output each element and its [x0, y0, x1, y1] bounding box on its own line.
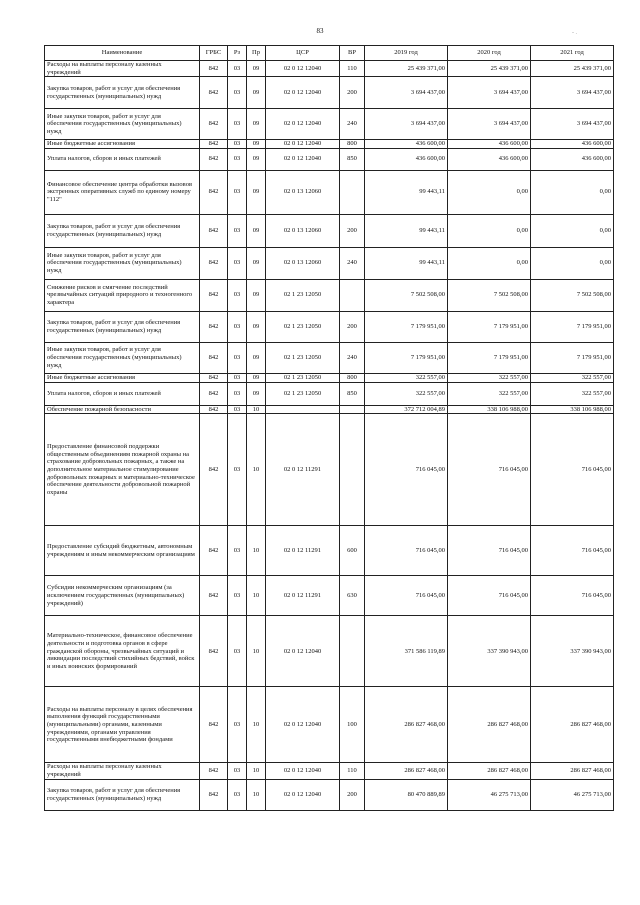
cell-csr: 02 0 13 12060: [266, 170, 340, 214]
cell-2020: 286 827 468,00: [448, 687, 531, 763]
cell-vr: 200: [340, 311, 365, 342]
cell-csr: 02 0 12 11291: [266, 414, 340, 526]
cell-rz: 03: [228, 405, 247, 414]
table-row: [45, 763, 614, 779]
cell-grbs: 842: [200, 170, 228, 214]
cell-grbs: 842: [200, 576, 228, 616]
cell-2020: 3 694 437,00: [448, 109, 531, 140]
cell-name: Иные закупки товаров, работ и услуг для обеспечения государственных (муниципальных) нужд: [45, 247, 200, 279]
cell-2019: 436 600,00: [365, 140, 448, 149]
cell-2020: 716 045,00: [448, 526, 531, 576]
cell-name: Закупка товаров, работ и услуг для обеспечения государственных (муниципальных) нужд: [45, 779, 200, 810]
cell-name: Расходы на выплаты персоналу казенных учреждений: [45, 61, 200, 77]
cell-rz: 03: [228, 214, 247, 247]
cell-vr: 600: [340, 526, 365, 576]
cell-csr: 02 0 12 11291: [266, 576, 340, 616]
cell-2020: 0,00: [448, 170, 531, 214]
cell-2021: 0,00: [531, 214, 614, 247]
cell-grbs: 842: [200, 526, 228, 576]
cell-vr: 800: [340, 140, 365, 149]
corner-mark: - .: [572, 30, 577, 36]
cell-vr: 100: [340, 687, 365, 763]
cell-2019: 25 439 371,00: [365, 61, 448, 77]
cell-2019: 286 827 468,00: [365, 687, 448, 763]
table-row: [45, 405, 614, 414]
table-row: [45, 140, 614, 149]
cell-2019: 372 712 004,89: [365, 405, 448, 414]
cell-name: Иные закупки товаров, работ и услуг для обеспечения государственных (муниципальных) нужд: [45, 342, 200, 373]
cell-grbs: 842: [200, 279, 228, 311]
cell-name: Уплата налогов, сборов и иных платежей: [45, 148, 200, 170]
cell-csr: 02 0 12 12040: [266, 148, 340, 170]
cell-2021: 716 045,00: [531, 526, 614, 576]
table-row: [45, 382, 614, 405]
cell-name: Закупка товаров, работ и услуг для обеспечения государственных (муниципальных) нужд: [45, 214, 200, 247]
cell-grbs: 842: [200, 687, 228, 763]
cell-2020: 7 179 951,00: [448, 311, 531, 342]
cell-2019: 322 557,00: [365, 382, 448, 405]
header-row: [45, 46, 614, 61]
cell-2021: 3 694 437,00: [531, 77, 614, 109]
cell-2020: 338 106 988,00: [448, 405, 531, 414]
cell-2020: 25 439 371,00: [448, 61, 531, 77]
cell-2020: 7 502 508,00: [448, 279, 531, 311]
cell-csr: 02 0 12 11291: [266, 526, 340, 576]
cell-csr: 02 0 12 12040: [266, 109, 340, 140]
table-row: [45, 311, 614, 342]
cell-vr: [340, 414, 365, 526]
cell-2020: 0,00: [448, 214, 531, 247]
header-2019: 2019 год: [365, 46, 448, 61]
cell-2021: 716 045,00: [531, 414, 614, 526]
cell-2019: 716 045,00: [365, 526, 448, 576]
cell-csr: 02 0 12 12040: [266, 140, 340, 149]
cell-pr: 10: [247, 414, 266, 526]
header-2020: 2020 год: [448, 46, 531, 61]
cell-grbs: 842: [200, 616, 228, 687]
cell-2020: 436 600,00: [448, 148, 531, 170]
cell-grbs: 842: [200, 109, 228, 140]
table-row: [45, 576, 614, 616]
cell-2021: 7 179 951,00: [531, 342, 614, 373]
cell-pr: 09: [247, 311, 266, 342]
cell-csr: 02 1 23 12050: [266, 342, 340, 373]
cell-name: Закупка товаров, работ и услуг для обеспечения государственных (муниципальных) нужд: [45, 77, 200, 109]
cell-csr: 02 0 12 12040: [266, 61, 340, 77]
cell-grbs: 842: [200, 763, 228, 779]
cell-name: Иные закупки товаров, работ и услуг для обеспечения государственных (муниципальных) нужд: [45, 109, 200, 140]
cell-grbs: 842: [200, 77, 228, 109]
cell-grbs: 842: [200, 382, 228, 405]
cell-2021: 46 275 713,00: [531, 779, 614, 810]
cell-name: Обеспечение пожарной безопасности: [45, 405, 200, 414]
cell-name: Уплата налогов, сборов и иных платежей: [45, 382, 200, 405]
cell-2019: 286 827 468,00: [365, 763, 448, 779]
cell-2020: 0,00: [448, 247, 531, 279]
cell-rz: 03: [228, 616, 247, 687]
cell-2019: 7 502 508,00: [365, 279, 448, 311]
cell-rz: 03: [228, 279, 247, 311]
table-row: [45, 342, 614, 373]
cell-name: Иные бюджетные ассигнования: [45, 140, 200, 149]
cell-2020: 3 694 437,00: [448, 77, 531, 109]
cell-2020: 716 045,00: [448, 414, 531, 526]
cell-vr: 240: [340, 109, 365, 140]
cell-2021: 286 827 468,00: [531, 763, 614, 779]
table-row: [45, 779, 614, 810]
cell-2019: 99 443,11: [365, 247, 448, 279]
cell-rz: 03: [228, 779, 247, 810]
cell-2021: 436 600,00: [531, 148, 614, 170]
cell-2019: 7 179 951,00: [365, 342, 448, 373]
cell-csr: 02 0 13 12060: [266, 214, 340, 247]
cell-2019: 99 443,11: [365, 214, 448, 247]
cell-2021: 322 557,00: [531, 373, 614, 382]
header-pr: Пр: [247, 46, 266, 61]
cell-pr: 10: [247, 616, 266, 687]
cell-vr: 110: [340, 61, 365, 77]
cell-csr: [266, 405, 340, 414]
cell-grbs: 842: [200, 214, 228, 247]
table-row: [45, 373, 614, 382]
cell-name: Материально-техническое, финансовое обеспечение деятельности и подготовка органов в сфере гражданской обороны, чрезвычайных ситуаций и ликвидации последствий стихийных бедствий, войск и иных воинских формирований: [45, 616, 200, 687]
cell-2019: 3 694 437,00: [365, 109, 448, 140]
table-row: [45, 77, 614, 109]
cell-2020: 337 390 943,00: [448, 616, 531, 687]
cell-rz: 03: [228, 77, 247, 109]
cell-name: Иные бюджетные ассигнования: [45, 373, 200, 382]
table-row: [45, 526, 614, 576]
cell-vr: 800: [340, 373, 365, 382]
cell-grbs: 842: [200, 140, 228, 149]
cell-pr: 09: [247, 140, 266, 149]
cell-name: Закупка товаров, работ и услуг для обеспечения государственных (муниципальных) нужд: [45, 311, 200, 342]
cell-csr: 02 0 12 12040: [266, 779, 340, 810]
cell-grbs: 842: [200, 311, 228, 342]
budget-table: [44, 45, 614, 811]
cell-csr: 02 0 12 12040: [266, 687, 340, 763]
cell-pr: 09: [247, 373, 266, 382]
cell-pr: 09: [247, 279, 266, 311]
cell-rz: 03: [228, 763, 247, 779]
cell-pr: 09: [247, 247, 266, 279]
cell-2021: 0,00: [531, 247, 614, 279]
header-vr: ВР: [340, 46, 365, 61]
cell-rz: 03: [228, 311, 247, 342]
cell-pr: 10: [247, 763, 266, 779]
cell-2019: 716 045,00: [365, 414, 448, 526]
cell-2020: 286 827 468,00: [448, 763, 531, 779]
cell-2019: 371 586 119,89: [365, 616, 448, 687]
cell-2020: 716 045,00: [448, 576, 531, 616]
table-row: [45, 214, 614, 247]
page-number: 83: [316, 27, 324, 35]
cell-vr: 240: [340, 247, 365, 279]
cell-vr: 240: [340, 342, 365, 373]
cell-2019: 99 443,11: [365, 170, 448, 214]
cell-2021: 716 045,00: [531, 576, 614, 616]
cell-pr: 10: [247, 576, 266, 616]
cell-pr: 09: [247, 342, 266, 373]
cell-vr: 200: [340, 779, 365, 810]
cell-csr: 02 1 23 12050: [266, 279, 340, 311]
cell-csr: 02 1 23 12050: [266, 373, 340, 382]
cell-rz: 03: [228, 526, 247, 576]
cell-2019: 3 694 437,00: [365, 77, 448, 109]
cell-vr: 200: [340, 214, 365, 247]
header-csr: ЦСР: [266, 46, 340, 61]
cell-2019: 322 557,00: [365, 373, 448, 382]
cell-rz: 03: [228, 170, 247, 214]
cell-2020: 7 179 951,00: [448, 342, 531, 373]
cell-rz: 03: [228, 247, 247, 279]
cell-vr: 850: [340, 148, 365, 170]
table-row: [45, 109, 614, 140]
cell-csr: 02 1 23 12050: [266, 311, 340, 342]
table-row: [45, 414, 614, 526]
cell-rz: 03: [228, 148, 247, 170]
cell-pr: 09: [247, 382, 266, 405]
header-2021: 2021 год: [531, 46, 614, 61]
cell-csr: 02 0 12 12040: [266, 77, 340, 109]
table-body: [45, 61, 614, 811]
cell-csr: 02 0 13 12060: [266, 247, 340, 279]
cell-name: Расходы на выплаты персоналу в целях обеспечения выполнения функций государственными (муниципальными) органами, казенными учреждениями, органами управления государственными внебюджетными фондами: [45, 687, 200, 763]
cell-2021: 322 557,00: [531, 382, 614, 405]
cell-vr: [340, 616, 365, 687]
cell-2019: 436 600,00: [365, 148, 448, 170]
cell-2021: 25 439 371,00: [531, 61, 614, 77]
cell-pr: 10: [247, 526, 266, 576]
cell-2019: 80 470 889,89: [365, 779, 448, 810]
cell-pr: 09: [247, 170, 266, 214]
cell-vr: [340, 405, 365, 414]
cell-2021: 338 106 988,00: [531, 405, 614, 414]
cell-pr: 09: [247, 214, 266, 247]
cell-2021: 0,00: [531, 170, 614, 214]
cell-pr: 10: [247, 779, 266, 810]
cell-pr: 09: [247, 148, 266, 170]
cell-2020: 436 600,00: [448, 140, 531, 149]
cell-2021: 7 502 508,00: [531, 279, 614, 311]
header-name: Наименование: [45, 46, 200, 61]
cell-rz: 03: [228, 576, 247, 616]
table-row: [45, 61, 614, 77]
cell-2021: 3 694 437,00: [531, 109, 614, 140]
cell-csr: 02 1 23 12050: [266, 382, 340, 405]
cell-pr: 09: [247, 77, 266, 109]
cell-2020: 46 275 713,00: [448, 779, 531, 810]
cell-grbs: 842: [200, 342, 228, 373]
cell-rz: 03: [228, 109, 247, 140]
cell-name: Расходы на выплаты персоналу казенных учреждений: [45, 763, 200, 779]
cell-vr: [340, 170, 365, 214]
cell-vr: 200: [340, 77, 365, 109]
cell-name: Предоставление финансовой поддержки общественным объединениям пожарной охраны на страхование добровольных пожарных, а также на дополнительное материальное стимулирование добровольных пожарных и материально-техническое обеспечение деятельности добровольной пожарной охраны: [45, 414, 200, 526]
cell-vr: 630: [340, 576, 365, 616]
table-header: [45, 46, 614, 61]
cell-rz: 03: [228, 61, 247, 77]
cell-2021: 7 179 951,00: [531, 311, 614, 342]
table-row: [45, 148, 614, 170]
cell-2021: 337 390 943,00: [531, 616, 614, 687]
cell-grbs: 842: [200, 247, 228, 279]
cell-grbs: 842: [200, 414, 228, 526]
cell-rz: 03: [228, 414, 247, 526]
cell-2021: 436 600,00: [531, 140, 614, 149]
cell-pr: 10: [247, 405, 266, 414]
cell-rz: 03: [228, 687, 247, 763]
cell-name: Финансовое обеспечение центра обработки вызовов экстренных оперативных служб по единому номеру "112": [45, 170, 200, 214]
cell-rz: 03: [228, 373, 247, 382]
table-row: [45, 247, 614, 279]
cell-vr: 110: [340, 763, 365, 779]
cell-name: Снижение рисков и смягчение последствий чрезвычайных ситуаций природного и техногенного характера: [45, 279, 200, 311]
cell-vr: [340, 279, 365, 311]
cell-pr: 10: [247, 687, 266, 763]
table-row: [45, 279, 614, 311]
cell-csr: 02 0 12 12040: [266, 763, 340, 779]
header-grbs: ГРБС: [200, 46, 228, 61]
cell-grbs: 842: [200, 61, 228, 77]
cell-grbs: 842: [200, 405, 228, 414]
cell-name: Субсидии некоммерческим организациям (за исключением государственных (муниципальных) учреждений): [45, 576, 200, 616]
cell-pr: 09: [247, 61, 266, 77]
header-rz: Рз: [228, 46, 247, 61]
table-row: [45, 616, 614, 687]
cell-csr: 02 0 12 12040: [266, 616, 340, 687]
cell-grbs: 842: [200, 373, 228, 382]
cell-2020: 322 557,00: [448, 373, 531, 382]
cell-rz: 03: [228, 382, 247, 405]
cell-2020: 322 557,00: [448, 382, 531, 405]
cell-vr: 850: [340, 382, 365, 405]
cell-rz: 03: [228, 140, 247, 149]
cell-2021: 286 827 468,00: [531, 687, 614, 763]
table-row: [45, 170, 614, 214]
cell-grbs: 842: [200, 779, 228, 810]
cell-grbs: 842: [200, 148, 228, 170]
cell-pr: 09: [247, 109, 266, 140]
cell-rz: 03: [228, 342, 247, 373]
cell-2019: 716 045,00: [365, 576, 448, 616]
cell-2019: 7 179 951,00: [365, 311, 448, 342]
cell-name: Предоставление субсидий бюджетным, автономным учреждениям и иным некоммерческим организациям: [45, 526, 200, 576]
table-row: [45, 687, 614, 763]
